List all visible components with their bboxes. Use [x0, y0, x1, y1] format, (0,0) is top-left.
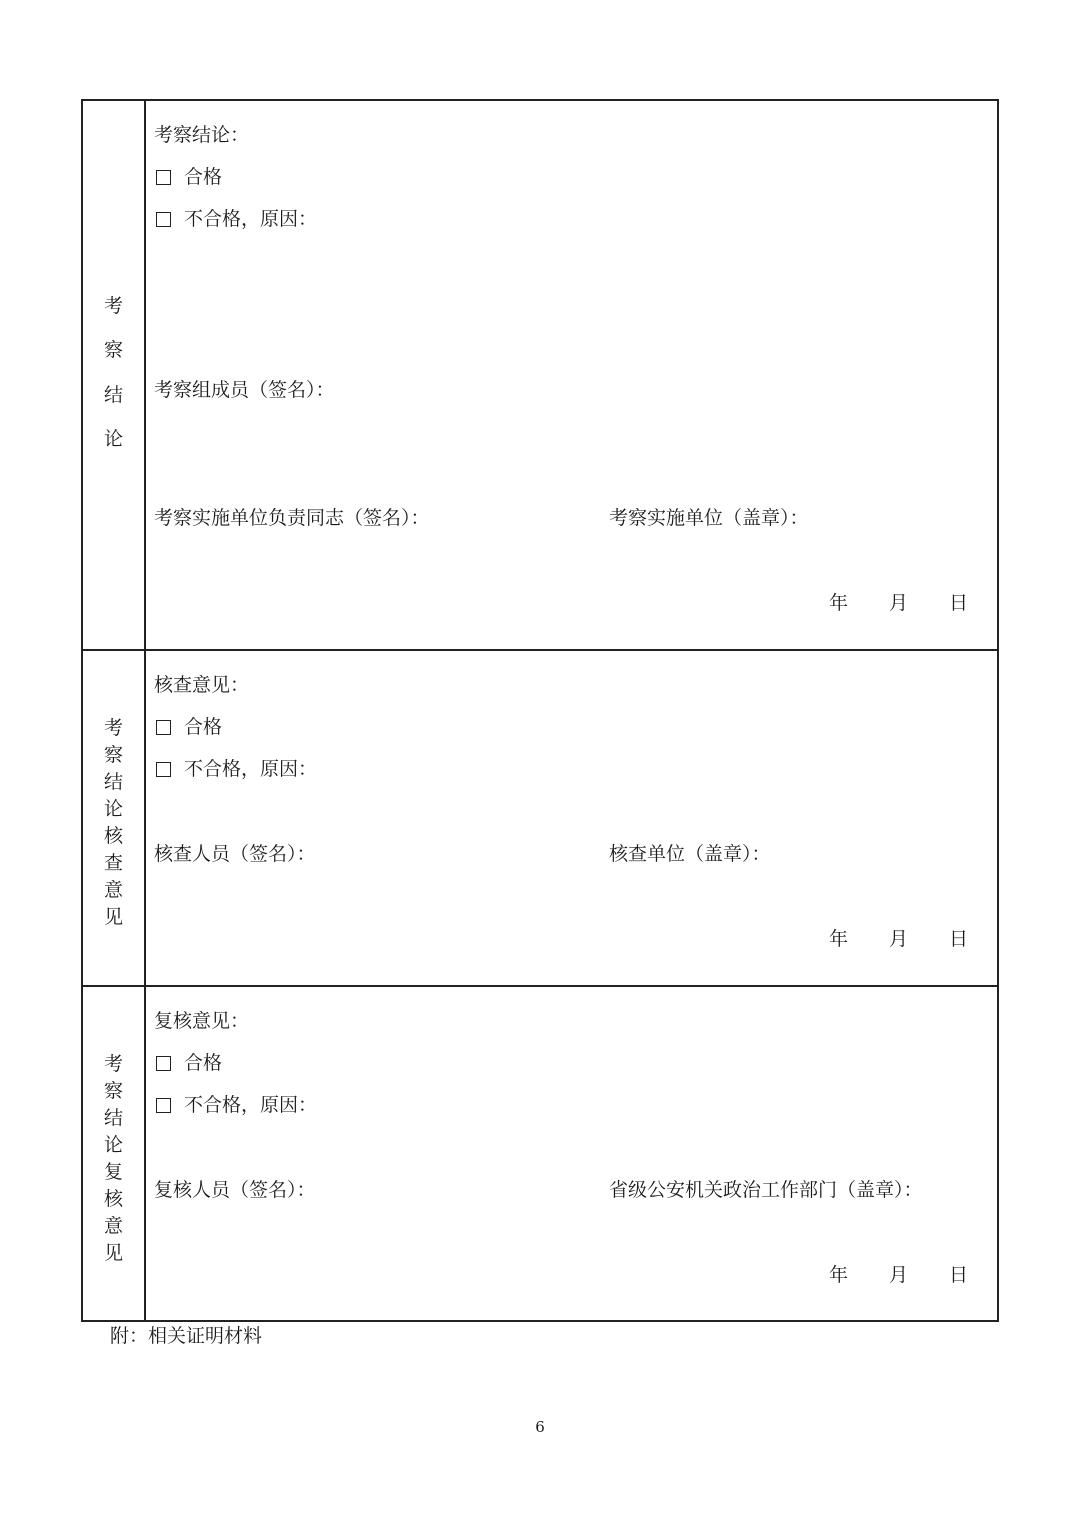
section1-pass-checkbox[interactable] [156, 170, 171, 185]
section2-pass-label: 合格 [184, 716, 223, 738]
section3-date-day: 日 [949, 1264, 969, 1286]
section2-date-month: 月 [889, 928, 909, 950]
section2-unit-seal-label: 核查单位（盖章）： [609, 843, 771, 865]
section2-label-char: 核 [103, 825, 123, 847]
section3-label-char: 见 [103, 1242, 123, 1264]
section3-label-char: 察 [103, 1080, 123, 1102]
section2-heading: 核查意见： [154, 674, 250, 696]
section1-label-char: 察 [103, 339, 123, 362]
section1-leader-signature-label: 考察实施单位负责同志（签名）： [154, 507, 430, 529]
section1-label-char: 论 [103, 427, 123, 450]
section2-label [83, 713, 144, 928]
section3-label-char: 复 [103, 1161, 123, 1183]
section1-date-month: 月 [889, 592, 909, 614]
section1-fail-checkbox[interactable] [156, 212, 171, 227]
section3-label-char: 结 [103, 1107, 123, 1129]
section2-label-char: 结 [103, 771, 123, 793]
section2-label-char: 见 [103, 906, 123, 928]
section3-fail-checkbox[interactable] [156, 1098, 171, 1113]
section1-label-char: 考 [103, 295, 123, 317]
section3-date-month: 月 [889, 1264, 909, 1286]
section3-label-char: 核 [103, 1188, 123, 1210]
section1-date-day: 日 [949, 592, 969, 614]
section2-staff-signature-label: 核查人员（签名）： [154, 843, 316, 865]
section2-label-char: 查 [103, 852, 123, 874]
section3-label-char: 论 [103, 1134, 123, 1156]
section3-heading: 复核意见： [154, 1010, 250, 1032]
section1-label [83, 291, 144, 451]
row-divider-2 [83, 985, 997, 987]
section1-fail-label: 不合格，原因： [184, 208, 318, 230]
section2-date-day: 日 [949, 928, 969, 950]
section3-label-char: 意 [103, 1215, 123, 1237]
section1-heading: 考察结论： [154, 124, 250, 146]
section2-pass-checkbox[interactable] [156, 720, 171, 735]
section3-fail-label: 不合格，原因： [184, 1094, 318, 1116]
assessment-form-table [81, 99, 999, 1322]
section2-label-char: 意 [103, 879, 123, 901]
attachment-note: 附：相关证明材料 [110, 1325, 263, 1347]
section2-label-char: 察 [103, 744, 123, 766]
row-divider-1 [83, 649, 997, 651]
label-column-divider [144, 101, 146, 1320]
section1-pass-label: 合格 [184, 166, 223, 188]
section1-unit-seal-label: 考察实施单位（盖章）： [609, 507, 809, 529]
section3-label [83, 1049, 144, 1264]
section3-unit-seal-label: 省级公安机关政治工作部门（盖章）： [609, 1179, 923, 1201]
section2-fail-label: 不合格，原因： [184, 758, 318, 780]
section3-pass-checkbox[interactable] [156, 1056, 171, 1071]
section3-date-year: 年 [829, 1264, 849, 1286]
section2-date-year: 年 [829, 928, 849, 950]
section2-label-char: 论 [103, 798, 123, 820]
section3-staff-signature-label: 复核人员（签名）： [154, 1179, 316, 1201]
section2-label-char: 考 [103, 717, 123, 739]
section1-date-year: 年 [829, 592, 849, 614]
section1-member-signature-label: 考察组成员（签名）： [154, 379, 335, 401]
section3-pass-label: 合格 [184, 1052, 223, 1074]
section3-label-char: 考 [103, 1053, 123, 1075]
page-number: 6 [535, 1418, 545, 1436]
section1-label-char: 结 [103, 383, 123, 406]
section2-fail-checkbox[interactable] [156, 762, 171, 777]
